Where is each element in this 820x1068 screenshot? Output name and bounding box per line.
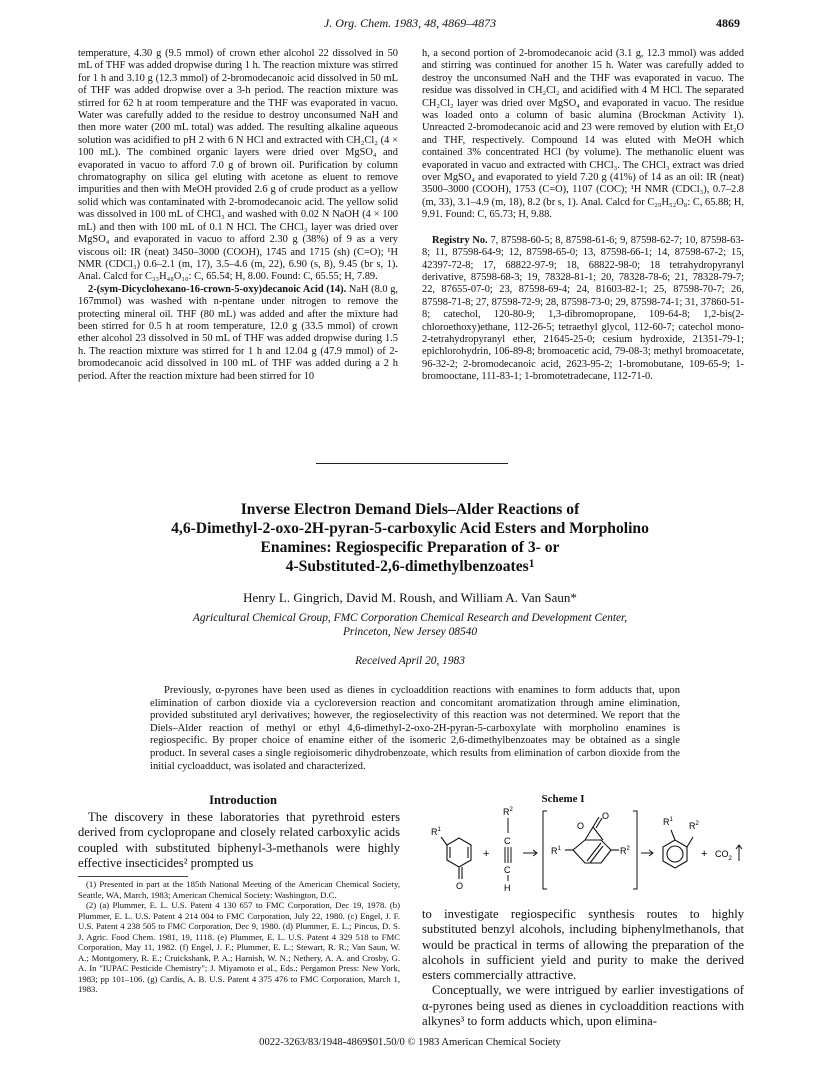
compound-procedure: NaH (8.0 g, 167mmol) was washed with n-pentane under nitrogen to remove the protecting mineral oil. THF (80 mL) was added and after the mixture had been stirred for 0.5 h at room temperature, 12.0 g (33.5 mmol) of crown ether alcohol 23 dissolved in 50 mL of THF was added dropwise during 1.5 h. The reaction mixture was stirred for 1 h and 12.04 g (47.9 mmol) of 2-bromodecanoic acid dissolved in 100 mL of THF was added during a 2 h period. After the reaction mixture had been stirred for 10 [78, 283, 398, 382]
alkyne-c-top: C [504, 836, 511, 846]
title-line: 4,6-Dimethyl-2-oxo-2H-pyran-5-carboxylic Acid Esters and Morpholino [171, 520, 649, 537]
title-line: Enamines: Regiospecific Preparation of 3- or [260, 539, 560, 556]
intro-paragraph: to investigate regiospecific synthesis routes to highly substituted benzyl alcohols, including biphenylmethanols, that would be practical in terms of allowing the preparation of the alcohols in sufficient yield and purity to make the derived esters commercially attractive. [422, 907, 744, 983]
bridge-o-label: O [577, 821, 585, 831]
benzene-product [663, 830, 693, 868]
experimental-paragraph-14 [78, 284, 398, 383]
plus-sign-2: + [701, 848, 708, 860]
article-divider [316, 463, 508, 464]
received-date: Received April 20, 1983 [355, 655, 465, 667]
article-title [120, 500, 700, 576]
copyright-footer: 0022-3263/83/1948-4869$01.50/0 © 1983 American Chemical Society [259, 1037, 561, 1048]
plus-sign: + [483, 848, 490, 860]
product-r1: $R^1$ [663, 817, 673, 827]
alkyne-c-bottom: C [504, 865, 511, 875]
bicyclic-intermediate [565, 817, 619, 863]
registry-list: 7, 87598-60-5; 8, 87598-61-6; 9, 87598-62-7; 10, 87598-63-8; 11, 87598-64-9; 12, 87598-65-0; 13, 87598-66-1; 14, 87598-67-2; 15, 42397-72-8; 17, 68822-97-9; 18, 68822-98-0; 18 tetrahydropyranyl derivative, 87598-68-3; 19, 78328-81-1; 20, 78328-78-6; 21, 78328-79-7; 22, 87655-07-0; 23, 87598-69-4; 24, 81603-82-1; 25, 87598-70-7; 26, 87598-71-8; 27, 87598-72-9; 28, 87598-73-0; 29, 87598-74-1; 31, 37860-51-8; catechol, 120-80-9; 1,3-dibromopropane, 109-64-8; 1,2-bis(2-chloroethoxy)ethane, 112-26-5; tetraethyl glycol, 112-60-7; catechol mono-2-tetrahydropyranyl ether, 21645-25-0; cesium hydroxide, 21351-79-1; epichlorohydrin, 106-89-8; bromoacetic acid, 79-08-3; methyl bromoacetate, 96-32-2; 2-bromodecanoic acid, 2623-95-2; 1-bromobutane, 109-65-9; 1-bromooctane, 111-83-1; 1-bromotetradecane, 112-71-0. [422, 234, 744, 383]
footnote-2: (2) (a) Plummer, E. L. U.S. Patent 4 130 657 to FMC Corporation, Dec 19, 1978. (b) Plummer, E. L. U.S. Patent 4 214 004 to FMC Corporation, July 22, 1980. (c) Engel, J. F. U.S. Patent 4 238 505 to FMC Corporation, Dec 9, 1980. (d) Plummer, E. L.; Pincus, D. S. J. Agric. Food Chem. 1981, 19, 1118. (e) Plummer, E. L. U.S. Patent 4 329 518 to FMC Corporation, May 11, 1982. (f) Engel, J. F.; Plummer, E. L.; Stewart, R. R.; Van Saun, W. A.; Montgomery, R. E.; Cruickshank, P. A.; Harnish, W. N.; Nethery, A. A. and Crosby, G. A. In "IUPAC Pesticide Chemistry"; J. Miyamoto et al., Eds.; Pergamon Press: New York, 1983; pp 101–106. (g) Cardis, A. B. U.S. Patent 4 375 476 to FMC Corporation, March 1, 1983. [78, 900, 400, 994]
introduction-text: The discovery in these laboratories that pyrethroid esters derived from cyclopropane and closely related carboxylic acids coupled with substituted biphenyl-3-methanols were highly effective insecticides² prompted us [78, 810, 400, 870]
reaction-arrow-2 [641, 850, 653, 856]
title-footnote-ref: 1 [528, 558, 535, 570]
title-line [120, 557, 700, 576]
gas-evolution-arrow [736, 845, 742, 861]
author-list: Henry L. Gingrich, David M. Roush, and William A. Van Saun* [243, 590, 577, 605]
page-number: 4869 [716, 16, 740, 30]
reaction-arrow-1 [523, 850, 537, 856]
intermediate-r2: $R^2$ [620, 846, 630, 856]
affiliation [80, 612, 740, 639]
footnote-divider [78, 876, 188, 877]
experimental-paragraph-cont: h, a second portion of 2-bromodecanoic acid (3.1 g, 12.3 mmol) was added and stirring was continued for another 15 h. Water was carefully added to destroy the unconsumed NaH and the THF was evaporated in vacuo. The residue was dissolved in CH₂Cl₂ and acidified with 4 M HCl. The separated CH₂Cl₂ layer was dried over MgSO₄ and evaporated in vacuo. The residue was loaded onto a column of basic alumina (Brockman Activity 1). Unreacted 2-bromodecanoic acid and 23 were removed by elution with Et₂O and THF, respectively. Compound 14 was eluted with MeOH which contained 3% concentrated HCl (by volume). The methanolic eluent was evaporated in vacuo and extracted with CHCl₃. The CHCl₃ extract was dried over MgSO₄ and evaporated to yield 7.20 g (41%) of 14 as an oil: IR (neat) 3500–3000 (COOH), 1753 (C=O), 1107 (COC); ¹H NMR (CDCl₃), 0.7–2.8 (m, 33), 3.1–4.9 (m, 18), 8.2 (br s, 1). Anal. Calcd for C₂₉H₅₂O₈: C, 65.88; H, 9.91. Found: C, 65.73; H, 9.88. [422, 48, 744, 221]
title-line-text: 4-Substituted-2,6-dimethylbenzoates [285, 558, 529, 575]
alkyne-h-label: H [504, 883, 511, 893]
intermediate-r1: $R^1$ [551, 846, 561, 856]
left-column-experimental [78, 48, 398, 383]
abstract: Previously, α-pyrones have been used as dienes in cycloaddition reactions with enamines to form adducts that, upon elimination of carbon dioxide via a cycloreversion reaction and concomitant aromatization through amine elimination, provided substituted aryl derivatives; however, the regioselectivity of this reaction was not determined. We report that the Diels–Alder reaction of methyl or ethyl 4,6-dimethyl-2-oxo-2H-pyran-5-carboxylate with morpholino enamines is regiospecific. By proper choice of enamine either of the isomeric 2,6-dimethylbenzoates may be obtained as a single product. In several cases a single regioisomeric dihydrobenzoate, which results from elimination of carbon dioxide from the initial cycloadduct, was isolated and characterized. [150, 685, 680, 772]
co2-label: $CO_2$ [715, 849, 732, 862]
registry-label: Registry No. [432, 234, 488, 246]
scheme-label: Scheme I [541, 793, 585, 805]
running-header [80, 16, 740, 32]
affiliation-line: Agricultural Chemical Group, FMC Corporation Chemical Research and Development Center, [192, 612, 628, 624]
experimental-paragraph: temperature, 4.30 g (9.5 mmol) of crown ether alcohol 22 dissolved in 50 mL of THF was added dropwise during 1 h. The reaction mixture was stirred for 1 h and 3.10 g (12.3 mmol) of 2-bromodecanoic acid dissolved in 50 mL of THF was added dropwise over a 3-h period. The reaction mixture was stirred for 62 h at room temperature and the THF was evaporated in vacuo. Water was carefully added to the residue to destroy unconsumed NaH and then more water (200 mL total) was added. The resulting alkaline aqueous solution was acidified to pH 2 with 6 N HCl and extracted with CH₂Cl₂ (4 × 100 mL). The combined organic layers were dried over MgSO₄ and evaporated in vacuo to afford 7.0 g of brown oil. Purification by column chromatography on silica gel eluting with acetone as eluent to remove impurities and then with MeOH provided 2.6 g of crude product as a yellow solid which was contaminated with 2-bromodecanoic acid. The yellow solid was dissolved in 100 mL of CHCl₃ and washed with 0.02 N NaOH (4 × 100 mL) and then with 100 mL of 0.1 N HCl. The CHCl₃ layer was dried over MgSO₄ and evaporated in vacuo to afford 2.30 g (38%) of 9 as a very viscous oil: IR (neat) 3450–3000 (COOH), 1745 and 1715 (sh) (C=O); ¹H NMR (CDCl₃) 0.6–2.1 (m, 17), 3.5–4.6 (m, 22), 6.90 (s, 8), 9.45 (br s, 1). Anal. Calcd for C₃₃H₄₈O₁₀: C, 65.54; H, 8.00. Found: C, 65.55; H, 7.89. [78, 48, 398, 283]
bridge-carbonyl-o: O [602, 811, 610, 821]
pyrone-structure [441, 837, 471, 879]
registry-numbers [422, 235, 744, 384]
footnote-1: (1) Presented in part at the 185th National Meeting of the American Chemical Society, Seattle, WA, March, 1983; American Chemical Society: Washington, D.C. [78, 879, 400, 900]
scheme-diagram [425, 805, 745, 895]
title-line: Inverse Electron Demand Diels–Alder Reactions of [240, 501, 580, 518]
product-r2: $R^2$ [689, 821, 699, 831]
introduction-text-right [422, 907, 744, 1029]
r1-label: $R^1$ [431, 827, 441, 837]
section-heading-introduction: Introduction [209, 793, 277, 807]
affiliation-line: Princeton, New Jersey 08540 [342, 625, 478, 638]
carbonyl-o-label: O [456, 881, 464, 891]
r2-label: $R^2$ [503, 807, 513, 817]
compound-heading: 2-(sym-Dicyclohexano-16-crown-5-oxy)decanoic Acid (14). [88, 283, 347, 295]
intro-paragraph: Conceptually, we were intrigued by earlier investigations of α-pyrones being used as dienes in cycloaddition reactions with alkynes³ to form adducts which, upon elimina- [422, 983, 744, 1029]
journal-citation: J. Org. Chem. 1983, 48, 4869–4873 [323, 16, 497, 30]
footnotes [78, 879, 400, 995]
right-column-experimental [422, 48, 744, 384]
